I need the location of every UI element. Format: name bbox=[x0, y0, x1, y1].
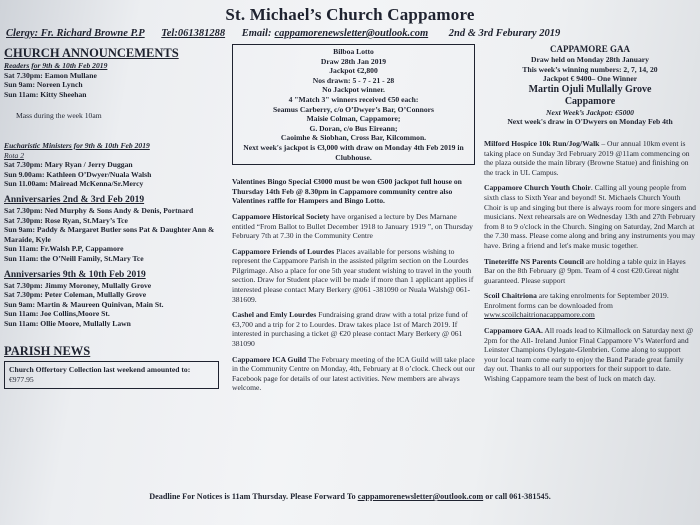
choir-heading: Cappamore Church Youth Choir bbox=[484, 183, 591, 193]
ministers-heading: Eucharistic Ministers for 9th & 10th Feb 2019 bbox=[4, 140, 150, 150]
tineteriffe-text: are holding a table quiz in Hayes Bar on the 8th February @ 9pm. Team of 4 cost €20.Great night guaranteed. Please support bbox=[484, 256, 686, 285]
footer-deadline bbox=[0, 492, 700, 501]
left-column bbox=[4, 44, 219, 484]
email-label: Email: bbox=[241, 28, 272, 39]
scoil-website-link[interactable]: www.scoilchaitrionacappamore.com bbox=[484, 310, 595, 320]
gaa-line: Draw held on Monday 28th January bbox=[531, 55, 649, 64]
hospice-heading: Milford Hospice 10k Run/Jog/Walk bbox=[484, 138, 600, 148]
lotto-line: Maisie Colman, Cappamore; bbox=[306, 114, 401, 124]
anniversary-line: Sat 7.30pm: Ned Murphy & Sons Andy & Denis, Portnard bbox=[4, 205, 194, 215]
anniversary-line: Sun 9am: Martin & Maureen Quinivan, Main St. bbox=[4, 299, 164, 309]
scoil-text: are taking enrolments for September 2019. Enrolment forms can be downloaded from bbox=[484, 291, 669, 310]
footer-tail: or call 061-381545. bbox=[485, 492, 551, 501]
footer-text: Deadline For Notices is 11am Thursday. Please Forward To bbox=[149, 492, 356, 501]
reader-line: Sun 9am: Noreen Lynch bbox=[4, 80, 83, 90]
anniversary-line: Sat 7.30pm: Jimmy Moroney, Mullally Grove bbox=[4, 280, 152, 290]
historical-heading: Cappamore Historical Society bbox=[232, 211, 330, 221]
email-address[interactable]: cappamorenewsletter@outlook.com bbox=[274, 28, 429, 39]
ica-text: The February meeting of the ICA Guild will take place in the Community Centre on Monday, 4th, February at 8 o’clock. Check out our Facebook page for details of our latest activities. New members are always welcome. bbox=[232, 354, 475, 393]
scoil-heading: Scoil Chaitriona bbox=[484, 291, 537, 301]
gaa-line: Next week's draw in O'Dwyers on Monday Feb 4th bbox=[507, 117, 673, 127]
reader-line: Sun 11am: Kitty Sheehan bbox=[4, 89, 87, 99]
bingo-notice: Valentines Bingo Special €3000 must be won €500 jackpot full house on Thursday 14th Feb @ 8.30pm in Cappamore community centre also Valentines raffle for Hampers and Bingo Lotto. bbox=[232, 177, 462, 206]
anniversary-line: Sun 11am: Joe Collins,Moore St. bbox=[4, 309, 110, 319]
anniversary-line: Sat 7.30pm: Peter Coleman, Mullally Grove bbox=[4, 290, 147, 300]
gaa-lotto-block bbox=[484, 44, 696, 127]
anniversary-line: Sun 9am: Paddy & Margaret Butler sons Pat & Daughter Ann & Maraide, Kyle bbox=[4, 225, 215, 244]
lotto-line: Caoimhe & Siobhan, Cross Bar, Kilcommon. bbox=[280, 133, 427, 143]
anniversaries-heading-1: Anniversaries 2nd & 3rd Feb 2019 bbox=[4, 194, 145, 205]
footer-email[interactable]: cappamorenewsletter@outlook.com bbox=[357, 492, 484, 501]
tineteriffe-heading: Tineteriffe NS Parents Council bbox=[484, 256, 584, 266]
minister-line: Sun 9.00am: Kathleen O’Dwyer/Nuala Walsh bbox=[4, 169, 152, 179]
cashel-heading: Cashel and Emly Lourdes bbox=[232, 310, 317, 320]
minister-line: Sat 7.30pm: Mary Ryan / Jerry Duggan bbox=[4, 160, 133, 170]
telephone: Tel:061381288 bbox=[161, 28, 226, 39]
hospice-text: – Our annual 10km event is taking place on Sunday 3rd February 2019 @11am commencing on the plaza outside the main library (Browne Statue) and finishing on the track in UL Campus. bbox=[484, 138, 690, 177]
cashel-text: Fundraising grand draw with a total prize fund of €3,700 and a trip for 2 to Lourdes. Draw takes place 1st of March 2019. If interested in purchasing a ticket @ €20 please contact Mary Berkery @ 061 381090 bbox=[232, 310, 468, 349]
right-column bbox=[484, 44, 696, 484]
offertory-amount: €977.95 bbox=[9, 375, 34, 385]
clergy-label: Clergy: Fr. Richard Browne P.P bbox=[6, 28, 145, 39]
anniversary-line: Sun 11am: the O’Neill Family, St.Mary Tce bbox=[4, 253, 144, 263]
lotto-line: Nos drawn: 5 - 7 - 21 - 28 bbox=[312, 75, 395, 85]
gaa-line: This week’s winning numbers: 2, 7, 14, 20 bbox=[522, 64, 658, 74]
contact-line bbox=[6, 28, 696, 39]
gaa-line: Next Week’s Jackpot: €5000 bbox=[546, 107, 634, 117]
lotto-line: 4 "Match 3" winners received €50 each: bbox=[288, 94, 419, 104]
offertory-text: Church Offertory Collection last weekend amounted to: bbox=[9, 365, 191, 375]
church-announcements-heading: CHURCH ANNOUNCEMENTS bbox=[4, 46, 179, 60]
readers-heading: Readers for 9th & 10th Feb 2019 bbox=[4, 61, 108, 70]
mass-note: Mass during the week 10am bbox=[16, 111, 102, 121]
gaa-winner: Martin Ojuli Mullally Grove bbox=[528, 83, 652, 95]
newsletter-title: St. Michael’s Church Cappamore bbox=[225, 5, 475, 24]
anniversaries-heading-2: Anniversaries 9th & 10th Feb 2019 bbox=[4, 269, 146, 280]
lourdes-heading: Cappamore Friends of Lourdes bbox=[232, 246, 335, 256]
offertory-box bbox=[4, 361, 219, 388]
lotto-line: Jackpot €2,800 bbox=[329, 66, 378, 76]
gaa-heading: CAPPAMORE GAA bbox=[549, 44, 631, 54]
parish-news-heading: PARISH NEWS bbox=[4, 344, 91, 359]
middle-column bbox=[232, 44, 475, 484]
lotto-box bbox=[232, 44, 475, 165]
anniversary-line: Sun 11am: Fr.Walsh P.P, Cappamore bbox=[4, 244, 124, 254]
rota-label: Rota 2 bbox=[4, 150, 25, 160]
gaa-winner-town: Cappamore bbox=[564, 95, 616, 107]
lotto-line: Draw 28th Jan 2019 bbox=[320, 56, 387, 66]
gaa2-text: All roads lead to Kilmallock on Saturday next @ 2pm for the All- Ireland Junior Final Cappamore V's Waterford and Leinster Champions Oylegate-Glenbrien. Come along to support your local team come early to enjoy the Band Parade great family day out. Thanks to all our supporters for their support to date. Wishing Cappamore team the best of luck on match day. bbox=[484, 326, 694, 384]
lotto-line: Next week's jackpot is €3,000 with draw on Monday 4th Feb 2019 in Clubhouse. bbox=[243, 142, 464, 162]
reader-line: Sat 7.30pm: Eamon Mullane bbox=[4, 70, 97, 80]
lourdes-text: Places available for persons wishing to represent the Cappamore Parish in the assisted pilgrim section on the Lourdes Pilgrimage. Also a place for one 5th year student wishing to travel in the youth section. Draw for Student place will be made if more than 1 applicant applies if interested please contact Mary Berkery @061 -381090 or Nuala Walsh@ 061-381609. bbox=[232, 246, 474, 304]
choir-text: . Calling all young people from sixth class to Sixth Year and beyond! St. Michaels Church Youth Choir is up and singing but there is always room for more singers and musicians. Next rehearsals are on Wednesday 13th and 27th February from 8 to 9 o'clock in the Church. Singing on Saturday, 2nd March at the 7.30 mass. Please come along and bring any instruments you may have. Bring a friend and let's make music together. bbox=[484, 183, 696, 250]
anniversary-line: Sun 11am: Ollie Moore, Mullally Lawn bbox=[4, 318, 131, 328]
lotto-line: Bilboa Lotto bbox=[333, 47, 374, 56]
lotto-line: G. Doran, c/o Bus Eireann; bbox=[309, 123, 398, 133]
gaa-line: Jackpot € 9400– One Winner bbox=[542, 74, 638, 84]
lotto-line: No Jackpot winner. bbox=[322, 85, 385, 95]
lotto-line: Seamus Carberry, c/o O’Dwyer’s Bar, O’Connors bbox=[273, 104, 434, 114]
issue-dates: 2nd & 3rd Feburary 2019 bbox=[448, 28, 561, 39]
anniversary-line: Sat 7.30pm: Rose Ryan, St.Mary’s Tce bbox=[4, 215, 128, 225]
ica-heading: Cappamore ICA Guild bbox=[232, 354, 307, 364]
gaa2-heading: Cappamore GAA. bbox=[484, 326, 543, 336]
minister-line: Sun 11.00am: Mairead McKenna/Sr.Mercy bbox=[4, 179, 144, 189]
historical-text: have organised a lecture by Des Marnane entitled “From Ballot to Bullet December 1918 to January 1919 ”, on Thursday February 7th at 7.30 in the Community Centre bbox=[232, 211, 473, 241]
